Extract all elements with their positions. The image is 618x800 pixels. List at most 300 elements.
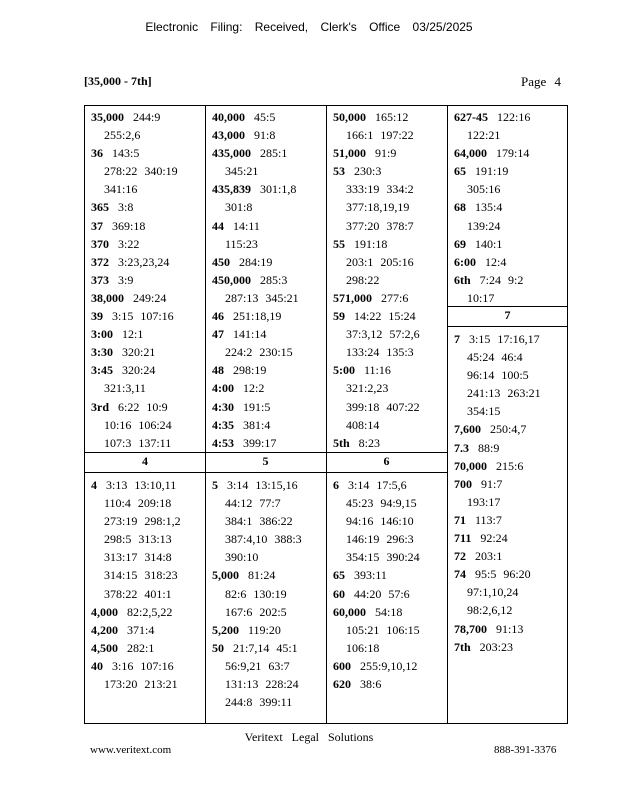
page-line-reference: 107:16 xyxy=(140,309,174,324)
page-line-reference: 321:3,11 xyxy=(104,381,146,396)
index-entry xyxy=(454,108,566,126)
page-line-reference: 213:21 xyxy=(144,677,178,692)
index-term: 50 xyxy=(212,640,224,655)
page-line-reference: 313:13 xyxy=(138,532,172,547)
index-term: 72 xyxy=(454,549,466,564)
page-line-reference: 191:19 xyxy=(475,164,509,179)
index-term: 5,000 xyxy=(212,568,239,583)
index-entry xyxy=(333,307,445,325)
page-line-reference: 106:15 xyxy=(386,622,420,637)
index-entry xyxy=(212,108,324,126)
index-entry xyxy=(212,416,324,434)
page-line-reference: 193:17 xyxy=(467,494,501,509)
index-column-1 xyxy=(91,108,203,452)
index-column-section xyxy=(212,476,324,711)
page-line-reference: 320:21 xyxy=(122,345,156,360)
index-term: 60 xyxy=(333,586,345,601)
page-line-reference: 130:19 xyxy=(253,586,287,601)
index-entry-continuation xyxy=(212,657,324,675)
index-entry-continuation xyxy=(91,379,203,397)
page-line-reference: 3:8 xyxy=(118,200,134,215)
index-entry-continuation xyxy=(91,180,203,198)
index-entry-continuation xyxy=(212,693,324,711)
index-entry-continuation xyxy=(333,343,445,361)
page-line-reference: 318:23 xyxy=(144,568,178,583)
page-line-reference: 241:13 xyxy=(467,386,501,401)
index-entry xyxy=(212,253,324,271)
index-entry xyxy=(91,271,203,289)
index-entry-continuation xyxy=(333,398,445,416)
page-line-reference: 88:9 xyxy=(478,440,500,455)
page-line-reference: 3:16 xyxy=(112,658,134,673)
index-entry-continuation xyxy=(333,271,445,289)
page-line-reference: 282:1 xyxy=(127,640,155,655)
index-term: 39 xyxy=(91,309,103,324)
page-line-reference: 354:15 xyxy=(346,550,380,565)
index-term: 48 xyxy=(212,363,224,378)
index-entry xyxy=(212,361,324,379)
page-line-reference: 390:10 xyxy=(225,550,259,565)
index-entry-continuation xyxy=(333,217,445,235)
index-entry xyxy=(333,144,445,162)
index-term: 6:00 xyxy=(454,254,476,269)
page-line-reference: 390:24 xyxy=(386,550,420,565)
page-line-reference: 388:3 xyxy=(274,532,302,547)
index-entry xyxy=(212,307,324,325)
page-line-reference: 12:4 xyxy=(485,254,507,269)
index-term: 38,000 xyxy=(91,290,124,305)
page-line-reference: 44:12 xyxy=(225,496,253,511)
column-divider xyxy=(447,106,448,723)
page-line-reference: 251:18,19 xyxy=(233,309,282,324)
page-line-reference: 298:1,2 xyxy=(144,514,181,529)
index-entry-continuation xyxy=(91,416,203,434)
index-entry xyxy=(91,343,203,361)
page-line-reference: 203:1 xyxy=(346,254,374,269)
page-line-reference: 354:15 xyxy=(467,404,501,419)
page-line-reference: 314:15 xyxy=(104,568,138,583)
index-term: 71 xyxy=(454,512,466,527)
page-line-reference: 296:3 xyxy=(386,532,414,547)
index-entry-continuation xyxy=(454,402,566,420)
page-line-reference: 401:1 xyxy=(144,586,172,601)
page-line-reference: 371:4 xyxy=(127,622,155,637)
page-line-reference: 197:22 xyxy=(380,128,414,143)
page-line-reference: 378:7 xyxy=(386,218,414,233)
index-term: 620 xyxy=(333,677,351,692)
page-line-reference: 191:5 xyxy=(243,399,271,414)
page-line-reference: 228:24 xyxy=(265,677,299,692)
page-line-reference: 301:8 xyxy=(225,200,253,215)
page-line-reference: 285:1 xyxy=(260,146,288,161)
page-line-reference: 54:18 xyxy=(375,604,403,619)
index-entry-continuation xyxy=(91,585,203,603)
index-column-2 xyxy=(212,108,324,452)
page-line-reference: 92:24 xyxy=(480,531,508,546)
page-line-reference: 13:10,11 xyxy=(134,478,177,492)
page-line-reference: 98:2,6,12 xyxy=(467,603,513,618)
page-line-reference: 107:16 xyxy=(140,658,174,673)
page-line-reference: 113:7 xyxy=(475,512,502,527)
index-entry-continuation xyxy=(91,530,203,548)
index-entry xyxy=(454,144,566,162)
index-entry-continuation xyxy=(454,289,566,307)
index-entry xyxy=(454,565,566,583)
index-term: 46 xyxy=(212,309,224,324)
page-line-reference: 77:7 xyxy=(259,496,281,511)
index-entry xyxy=(91,235,203,253)
index-entry xyxy=(212,621,324,639)
page-line-reference: 135:4 xyxy=(475,200,503,215)
index-term: 4:35 xyxy=(212,417,234,432)
page-line-reference: 133:24 xyxy=(346,345,380,360)
page-line-reference: 137:11 xyxy=(138,435,172,450)
page-line-reference: 105:21 xyxy=(346,622,380,637)
index-entry xyxy=(454,198,566,216)
page-number: Page 4 xyxy=(521,74,562,89)
index-term: 435,839 xyxy=(212,182,251,197)
page-line-reference: 287:13 xyxy=(225,290,259,305)
index-term: 4:30 xyxy=(212,399,234,414)
page-line-reference: 45:24 xyxy=(467,350,495,365)
footer-company: Veritext Legal Solutions xyxy=(244,730,374,744)
index-entry xyxy=(212,217,324,235)
index-term: 600 xyxy=(333,658,351,673)
page-line-reference: 37:3,12 xyxy=(346,327,383,342)
index-term: 35,000 xyxy=(91,110,124,124)
index-entry-continuation xyxy=(212,198,324,216)
index-term: 3rd xyxy=(91,399,109,414)
index-term: 4,500 xyxy=(91,640,118,655)
index-entry-continuation xyxy=(333,416,445,434)
page-line-reference: 205:16 xyxy=(380,254,414,269)
index-entry xyxy=(91,639,203,657)
section-header: 7 xyxy=(504,308,511,322)
page-line-reference: 9:2 xyxy=(508,272,524,287)
index-entry-continuation xyxy=(91,512,203,530)
page-line-reference: 7:24 xyxy=(479,272,502,287)
page-line-reference: 97:1,10,24 xyxy=(467,585,519,600)
index-entry-continuation xyxy=(212,675,324,693)
page-line-reference: 119:20 xyxy=(248,622,281,637)
page-line-reference: 141:14 xyxy=(233,327,267,342)
index-entry-continuation xyxy=(91,162,203,180)
index-term: 36 xyxy=(91,146,103,161)
index-term: 78,700 xyxy=(454,621,487,636)
index-entry xyxy=(212,180,324,198)
page-line-reference: 313:17 xyxy=(104,550,138,565)
index-term: 43,000 xyxy=(212,128,245,143)
page-line-reference: 209:18 xyxy=(137,496,172,511)
page-line-reference: 143:5 xyxy=(112,146,140,161)
index-term: 450 xyxy=(212,254,230,269)
page-line-reference: 14:11 xyxy=(233,218,260,233)
page-line-reference: 6:22 xyxy=(118,399,140,414)
index-entry xyxy=(454,620,566,638)
index-entry xyxy=(454,439,566,457)
index-entry-continuation xyxy=(212,343,324,361)
page-line-reference: 305:16 xyxy=(467,182,501,197)
page-line-reference: 165:12 xyxy=(375,110,409,124)
page-line-reference: 215:6 xyxy=(496,458,524,473)
index-term: 5,200 xyxy=(212,622,239,637)
filing-stamp-header: Electronic Filing: Received, Clerk's Office 03/25/2025 xyxy=(145,20,473,34)
index-entry xyxy=(91,253,203,271)
index-entry xyxy=(333,235,445,253)
index-term: 7th xyxy=(454,639,471,654)
page-line-reference: 179:14 xyxy=(496,146,530,161)
index-entry xyxy=(454,420,566,438)
index-entry xyxy=(212,476,324,494)
page-line-reference: 202:5 xyxy=(259,604,287,619)
page-line-reference: 255:2,6 xyxy=(104,128,141,143)
index-entry xyxy=(333,566,445,584)
page-line-reference: 146:10 xyxy=(380,514,414,529)
page-line-reference: 10:16 xyxy=(104,417,132,432)
page-line-reference: 278:22 xyxy=(104,164,138,179)
page-line-reference: 203:23 xyxy=(479,639,514,654)
page-line-reference: 334:2 xyxy=(386,182,414,197)
page-line-reference: 139:24 xyxy=(467,218,501,233)
page-line-reference: 230:15 xyxy=(259,345,293,360)
index-term: 571,000 xyxy=(333,290,372,305)
section-divider-bottom xyxy=(85,472,447,473)
page-line-reference: 131:13 xyxy=(225,677,259,692)
page-line-reference: 230:3 xyxy=(354,164,382,179)
index-entry-continuation xyxy=(212,530,324,548)
page-line-reference: 8:23 xyxy=(358,435,381,450)
index-entry-continuation xyxy=(333,325,445,343)
index-term: 70,000 xyxy=(454,458,487,473)
page-line-reference: 340:19 xyxy=(144,164,178,179)
section-header: 6 xyxy=(383,454,390,468)
page-line-reference: 320:24 xyxy=(122,363,156,378)
index-entry-continuation xyxy=(212,548,324,566)
page-line-reference: 106:18 xyxy=(346,640,380,655)
index-entry-continuation xyxy=(333,512,445,530)
page-line-reference: 314:8 xyxy=(144,550,172,565)
index-term: 6th xyxy=(454,272,471,287)
index-entry xyxy=(454,547,566,565)
index-range: [35,000 - 7th] xyxy=(84,74,152,88)
index-term: 5th xyxy=(333,435,350,450)
index-entry-continuation xyxy=(454,493,566,511)
page-line-reference: 263:21 xyxy=(507,386,541,401)
page-line-reference: 146:19 xyxy=(346,532,380,547)
page-line-reference: 3:15 xyxy=(469,332,491,346)
index-entry xyxy=(454,162,566,180)
index-entry-continuation xyxy=(212,512,324,530)
index-entry xyxy=(212,379,324,397)
page-line-reference: 167:6 xyxy=(225,604,253,619)
index-entry xyxy=(212,566,324,584)
page-line-reference: 63:7 xyxy=(268,658,290,673)
index-entry xyxy=(91,657,203,675)
index-entry-continuation xyxy=(454,180,566,198)
page-line-reference: 3:23,23,24 xyxy=(118,254,170,269)
page-line-reference: 106:24 xyxy=(138,417,172,432)
index-term: 51,000 xyxy=(333,146,366,161)
page-line-reference: 321:2,23 xyxy=(346,381,389,396)
index-entry xyxy=(454,529,566,547)
index-term: 365 xyxy=(91,200,109,215)
page-line-reference: 191:18 xyxy=(354,236,388,251)
page-line-reference: 15:24 xyxy=(388,309,416,324)
page-line-reference: 21:7,14 xyxy=(233,640,270,655)
page-line-reference: 91:13 xyxy=(496,621,524,636)
page-line-reference: 91:9 xyxy=(375,146,397,161)
index-entry xyxy=(454,511,566,529)
word-index-grid xyxy=(84,105,568,724)
index-term: 435,000 xyxy=(212,146,251,161)
index-entry xyxy=(212,271,324,289)
index-term: 373 xyxy=(91,272,109,287)
index-term: 450,000 xyxy=(212,272,251,287)
index-entry-continuation xyxy=(91,126,203,144)
index-term: 7,600 xyxy=(454,422,481,437)
index-term: 44 xyxy=(212,218,224,233)
page-line-reference: 3:15 xyxy=(112,309,134,324)
index-entry-continuation xyxy=(333,180,445,198)
page-line-reference: 96:20 xyxy=(503,567,531,582)
page-line-reference: 56:9,21 xyxy=(225,658,262,673)
index-entry xyxy=(454,475,566,493)
page-line-reference: 45:5 xyxy=(254,110,276,124)
index-entry xyxy=(454,253,566,271)
page-line-reference: 273:19 xyxy=(104,514,138,529)
index-entry xyxy=(212,398,324,416)
page-line-reference: 3:9 xyxy=(118,272,134,287)
index-entry-continuation xyxy=(212,585,324,603)
index-entry xyxy=(454,457,566,475)
index-entry xyxy=(91,144,203,162)
index-entry xyxy=(454,271,566,289)
index-entry-continuation xyxy=(91,566,203,584)
index-entry-continuation xyxy=(333,379,445,397)
page-line-reference: 100:5 xyxy=(501,368,529,383)
index-term: 7 xyxy=(454,332,460,346)
page-line-reference: 10:17 xyxy=(467,290,495,305)
index-term: 50,000 xyxy=(333,110,366,124)
index-term: 3:45 xyxy=(91,363,113,378)
page-line-reference: 285:3 xyxy=(260,272,288,287)
index-entry xyxy=(91,289,203,307)
column-divider xyxy=(205,106,206,723)
index-term: 59 xyxy=(333,309,345,324)
page-line-reference: 249:24 xyxy=(133,290,167,305)
index-entry xyxy=(333,361,445,379)
index-entry-continuation xyxy=(454,384,566,402)
index-entry-continuation xyxy=(454,583,566,601)
index-entry xyxy=(454,638,566,656)
page-line-reference: 13:15,16 xyxy=(255,478,298,492)
index-entry-continuation xyxy=(212,235,324,253)
index-term: 5:00 xyxy=(333,363,355,378)
index-term: 37 xyxy=(91,218,103,233)
page-line-reference: 277:6 xyxy=(381,290,409,305)
page-line-reference: 250:4,7 xyxy=(490,422,527,437)
index-entry-continuation xyxy=(333,494,445,512)
index-term: 370 xyxy=(91,236,109,251)
page-line-reference: 96:14 xyxy=(467,368,495,383)
page-line-reference: 224:2 xyxy=(225,345,253,360)
index-entry xyxy=(333,476,445,494)
page-line-reference: 44:20 xyxy=(354,586,382,601)
index-entry xyxy=(212,144,324,162)
page-line-reference: 345:21 xyxy=(265,290,299,305)
page-line-reference: 81:24 xyxy=(248,568,276,583)
footer-website: www.veritext.com xyxy=(90,744,172,756)
page-line-reference: 203:1 xyxy=(475,549,503,564)
page-line-reference: 377:18,19,19 xyxy=(346,200,410,215)
page-line-reference: 115:23 xyxy=(225,236,258,251)
page-line-reference: 107:3 xyxy=(104,435,132,450)
index-term: 55 xyxy=(333,236,345,251)
page-line-reference: 82:6 xyxy=(225,586,247,601)
index-entry xyxy=(333,289,445,307)
index-entry-continuation xyxy=(333,621,445,639)
page-line-reference: 345:21 xyxy=(225,164,259,179)
index-entry-continuation xyxy=(91,548,203,566)
page-line-reference: 341:16 xyxy=(104,182,138,197)
page-line-reference: 298:5 xyxy=(104,532,132,547)
page-line-reference: 3:22 xyxy=(118,236,140,251)
index-term: 47 xyxy=(212,327,224,342)
index-term: 40,000 xyxy=(212,110,245,124)
page-line-reference: 14:22 xyxy=(354,309,382,324)
page-line-reference: 122:16 xyxy=(497,110,531,124)
index-entry xyxy=(91,325,203,343)
index-entry-continuation xyxy=(91,494,203,512)
page-line-reference: 57:6 xyxy=(388,586,410,601)
page-line-reference: 255:9,10,12 xyxy=(360,658,418,673)
page-line-reference: 173:20 xyxy=(104,677,138,692)
index-entry xyxy=(333,675,445,693)
page-line-reference: 399:11 xyxy=(259,695,293,710)
index-column-section xyxy=(91,476,203,693)
index-entry-continuation xyxy=(333,530,445,548)
page-line-reference: 407:22 xyxy=(386,399,420,414)
index-term: 6 xyxy=(333,478,339,492)
page-line-reference: 91:8 xyxy=(254,128,276,143)
section-header: 4 xyxy=(142,454,148,468)
index-entry xyxy=(91,217,203,235)
index-entry-continuation xyxy=(333,639,445,657)
index-term: 68 xyxy=(454,200,466,215)
page-line-reference: 45:23 xyxy=(346,496,374,511)
page-line-reference: 38:6 xyxy=(360,677,382,692)
page-line-reference: 57:2,6 xyxy=(389,327,420,342)
index-entry xyxy=(91,603,203,621)
index-term: 700 xyxy=(454,476,472,491)
index-entry xyxy=(91,476,203,494)
index-entry xyxy=(333,108,445,126)
index-term: 3:00 xyxy=(91,327,113,342)
index-term: 372 xyxy=(91,254,109,269)
page-line-reference: 384:1 xyxy=(225,514,253,529)
page-line-reference: 122:21 xyxy=(467,128,501,143)
index-entry xyxy=(333,603,445,621)
index-column-4 xyxy=(454,108,566,307)
index-entry xyxy=(333,434,445,452)
page-line-reference: 393:11 xyxy=(354,568,387,583)
index-entry-continuation xyxy=(212,289,324,307)
index-term: 65 xyxy=(454,164,466,179)
page-line-reference: 17:5,6 xyxy=(376,478,407,492)
page-line-reference: 377:20 xyxy=(346,218,380,233)
page-line-reference: 3:13 xyxy=(106,478,128,492)
page-line-reference: 45:1 xyxy=(276,640,298,655)
